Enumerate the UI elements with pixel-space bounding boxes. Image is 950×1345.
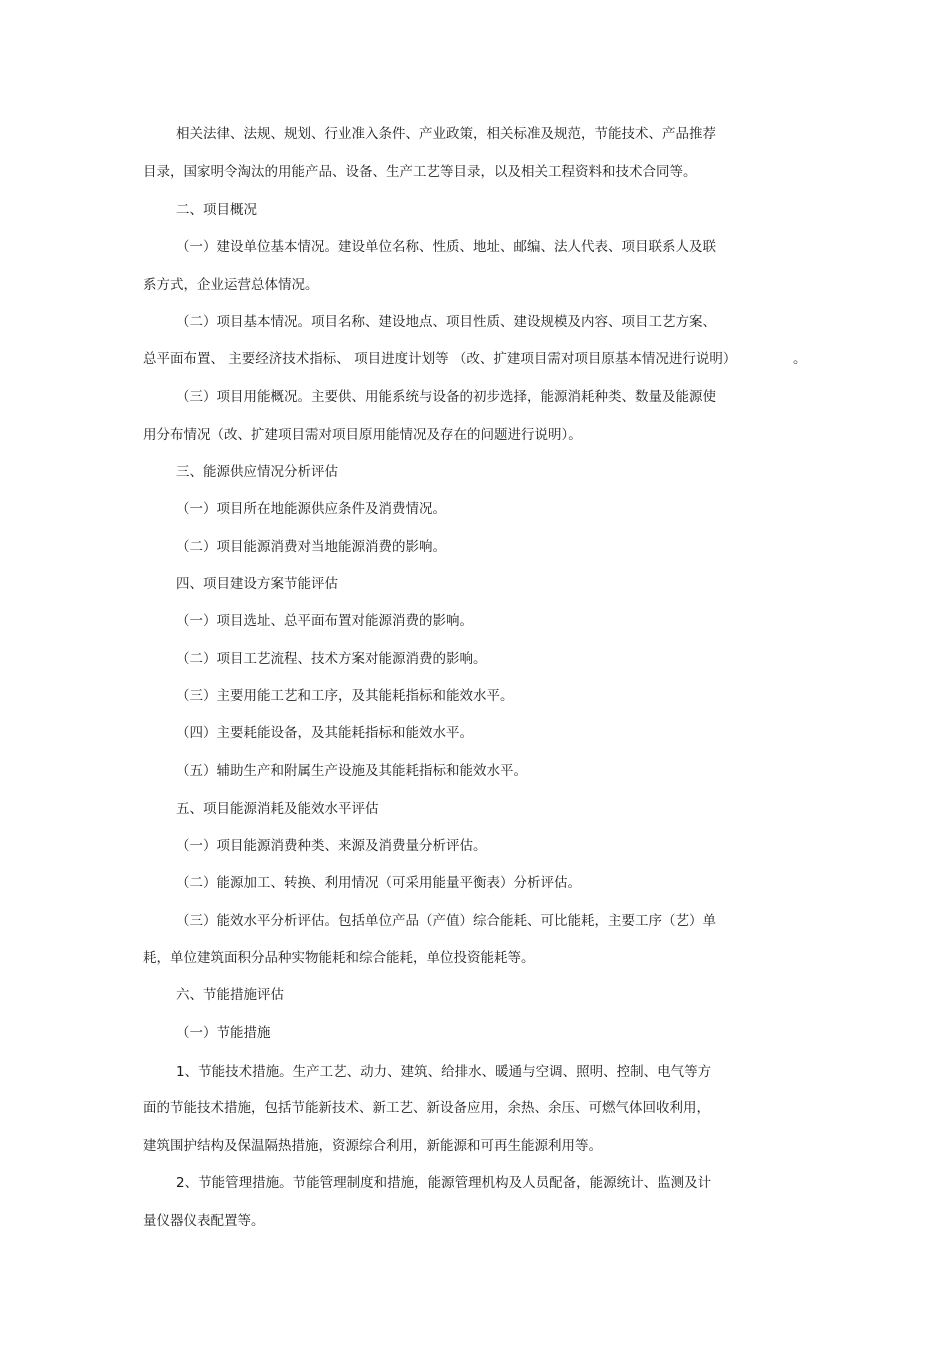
- body-text-line: （二）能源加工、转换、利用情况（可采用能量平衡表）分析评估。: [176, 875, 581, 891]
- section-heading: 二、项目概况: [176, 202, 257, 218]
- body-text-line: 相关法律、法规、规划、行业准入条件、产业政策，相关标准及规范，节能技术、产品推荐: [176, 126, 716, 142]
- body-text-line: （二）项目基本情况。项目名称、建设地点、项目性质、建设规模及内容、项目工艺方案、: [176, 314, 716, 330]
- body-text-line: 1、节能技术措施。生产工艺、动力、建筑、给排水、暖通与空调、照明、控制、电气等方: [176, 1064, 712, 1080]
- body-text-line: 面的节能技术措施，包括节能新技术、新工艺、新设备应用，余热、余压、可燃气体回收利用，: [143, 1100, 710, 1116]
- body-text-line: 建筑围护结构及保温隔热措施，资源综合利用，新能源和可再生能源利用等。: [143, 1138, 602, 1154]
- body-text-line: 系方式，企业运营总体情况。: [143, 277, 319, 293]
- body-text-line: （一）项目所在地能源供应条件及消费情况。: [176, 501, 446, 517]
- body-text-line: 量仪器仪表配置等。: [143, 1213, 265, 1229]
- trailing-period: 。: [793, 351, 807, 367]
- body-text-line: （一）建设单位基本情况。建设单位名称、性质、地址、邮编、法人代表、项目联系人及联: [176, 239, 716, 255]
- body-text-line: 总平面布置、 主要经济技术指标、 项目进度计划等 （改、扩建项目需对项目原基本情况进行说明）: [143, 351, 737, 367]
- body-text-line: （三）能效水平分析评估。包括单位产品（产值）综合能耗、可比能耗，主要工序（艺）单: [176, 913, 716, 929]
- body-text-line: 目录，国家明令淘汰的用能产品、设备、生产工艺等目录，以及相关工程资料和技术合同等。: [143, 164, 697, 180]
- body-text-line: （二）项目能源消费对当地能源消费的影响。: [176, 539, 446, 555]
- body-text-line: 用分布情况（改、扩建项目需对项目原用能情况及存在的问题进行说明）。: [143, 427, 582, 443]
- section-heading: 六、节能措施评估: [176, 987, 284, 1003]
- subsection-heading: （一）节能措施: [176, 1025, 271, 1041]
- body-text-line: （一）项目选址、总平面布置对能源消费的影响。: [176, 613, 473, 629]
- section-heading: 四、项目建设方案节能评估: [176, 576, 338, 592]
- body-text-line: 耗，单位建筑面积分品种实物能耗和综合能耗，单位投资能耗等。: [143, 950, 535, 966]
- body-text-line: （四）主要耗能设备，及其能耗指标和能效水平。: [176, 725, 473, 741]
- body-text-line: （二）项目工艺流程、技术方案对能源消费的影响。: [176, 651, 487, 667]
- section-heading: 五、项目能源消耗及能效水平评估: [176, 801, 379, 817]
- body-text-line: （一）项目能源消费种类、来源及消费量分析评估。: [176, 838, 487, 854]
- body-text-line: （三）项目用能概况。主要供、用能系统与设备的初步选择，能源消耗种类、数量及能源使: [176, 389, 716, 405]
- body-text-line: 2、节能管理措施。节能管理制度和措施，能源管理机构及人员配备，能源统计、监测及计: [176, 1175, 712, 1191]
- body-text-line: （五）辅助生产和附属生产设施及其能耗指标和能效水平。: [176, 763, 527, 779]
- body-text-line: （三）主要用能工艺和工序，及其能耗指标和能效水平。: [176, 688, 514, 704]
- section-heading: 三、能源供应情况分析评估: [176, 464, 338, 480]
